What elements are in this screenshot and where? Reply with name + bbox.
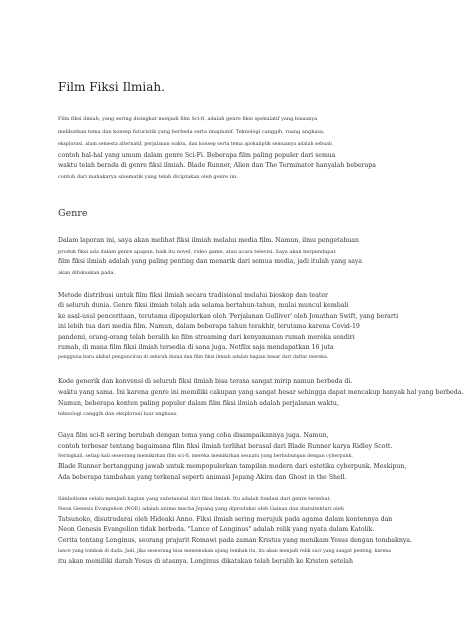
paragraph-3	[58, 377, 470, 420]
document-title: Film Fiksi Ilmiah.	[58, 80, 165, 94]
text-line: Gaya film sci-fi sering berubah dengan tema yang coba disampaikannya juga. Namun,	[58, 432, 329, 439]
text-line: contoh terbesar tentang bagaimana film fiksi ilmiah terlihat berasal dari Blade Runner karya Ridley Scott.	[58, 442, 393, 450]
text-line: contoh hal-hal yang umum dalam genre Sci-Fi. Beberapa film paling populer dari semua	[58, 151, 336, 159]
text-line: Tatsunoko, disutradarai oleh Hideaki Anno. Fiksi ilmiah sering merujuk pada agama dalam kontennya dan	[58, 515, 393, 523]
section-heading-genre: Genre	[58, 208, 88, 219]
text-line: Namun, beberapa konten paling populer dalam film fiksi ilmiah adalah perjalanan waktu,	[58, 399, 339, 407]
text-line: Neon Genesis Evangelion (NGE) adalah anime mecha Jepang yang diproduksi oleh Gainax dan diarsitekturi oleh	[58, 506, 344, 513]
intro-paragraph	[58, 113, 470, 182]
text-line: Simbolisme selalu menjadi bagian yang substansial dari fiksi ilmiah. Itu adalah fondasi dari genre tersebut.	[58, 496, 332, 502]
text-line: akan difokuskan pada.	[58, 269, 116, 276]
paragraph-2	[58, 291, 470, 363]
text-line: produk fiksi ada dalam genre apapun, baik itu novel, video game, atau acara televisi. Saya akan berpendapat	[58, 248, 336, 255]
paragraph-1	[58, 236, 470, 278]
text-line: Ada beberapa tambahan yang terkenal seperti animasi Jepang Akira dan Ghost in the Shell.	[58, 473, 347, 481]
text-line: Film fiksi ilmiah, yang sering disingkat menjadi film Sci-fi, adalah genre fiksi spekulatif yang biasanya	[58, 116, 318, 122]
text-line: ini lebih tua dari media film. Namun, dalam beberapa tahun terakhir, terutama karena Covid-19	[58, 323, 360, 331]
text-line: eksplorasi, alam semesta alternatif, perjalanan waktu, dan konsep serta tema apokaliptik semuanya adalah sebuah	[58, 142, 332, 147]
text-line: Neon Genesis Evangelion tidak berbeda. "Lance of Longinus" adalah relik yang nyata dalam Katolik.	[58, 526, 375, 534]
text-line: waktu yang sama. Ini karena genre ini memiliki cakupan yang sangat besar sehingga dapat mencakup banyak hal yang berbeda.	[58, 388, 464, 396]
text-line: rumah, di mana film fiksi ilmiah tersedia di sana juga. Netflix saja mendapatkan 16 juta	[58, 344, 334, 352]
text-line: pengguna baru akibat pengunciran di seluruh dunia dan film fiksi ilmiah adalah bagian besar dari daftar mereka.	[58, 355, 329, 361]
text-line: lance yang tombak di dada. Jadi, jika seseorang bisa menemukan ujung tombak itu, itu akan menjadi relik suci yang sangat penting, karena	[58, 548, 392, 554]
text-line: di seluruh dunia. Genre fiksi ilmiah telah ada selama bertahun-tahun, mulai muncul kembali	[58, 302, 349, 310]
text-line: pandemi, orang-orang telah beralih ke film streaming dari kenyamanan rumah mereka sendiri	[58, 333, 355, 341]
text-line: Cerita tentang Longinus, seorang prajurit Romawi pada zaman Kristus yang menikam Yesus dengan tombaknya.	[58, 537, 413, 544]
paragraph-4	[58, 431, 470, 483]
text-line: film fiksi ilmiah adalah yang paling penting dan menarik dari semua media, jadi itulah yang saya	[58, 258, 363, 266]
text-line: Seringkali, setiap kali seseorang memikirkan film sci-fi, mereka memikirkan sesuatu yang berhubungan dengan cyberpunk.	[58, 454, 353, 460]
paragraph-5	[58, 494, 470, 567]
text-line: Metode distribusi untuk film fiksi ilmiah secara tradisional melalui bioskop dan teater	[58, 292, 329, 299]
text-line: Dalam laporan ini, saya akan melihat fiksi ilmiah melalui media film. Namun, ilmu pengetahuan	[58, 237, 359, 244]
text-line: waktu telah berada di genre fiksi ilmiah. Blade Runner, Alien dan The Terminator hanyalah beberapa	[58, 162, 376, 170]
text-line: Blade Runner bertanggung jawab untuk mempopulerkan tampilan modern dari estetika cyberpunk. Meskipun,	[58, 463, 407, 471]
text-line: ke asal-usul penceritaan, terutama dipopulerkan oleh 'Perjalanan Gulliver' oleh Jonathan Swift, yang berarti	[58, 312, 399, 320]
text-line: melibatkan tema dan konsep futuristik yang berbeda serta imajinatif. Teknologi canggih, ruang angkasa,	[58, 129, 325, 136]
text-line: teknologi canggih dan eksplorasi luar angkasa.	[58, 411, 178, 418]
text-line: Kode generik dan konvensi di seluruh fiksi ilmiah bisa terasa sangat mirip namun berbeda di.	[58, 378, 353, 385]
text-line: itu akan memiliki darah Yesus di atasnya. Longinus dikatakan telah beralih ke Kristen setelah	[58, 557, 353, 565]
text-line: contoh dari mahakarya sinematik yang telah diciptakan oleh genre ini.	[58, 173, 238, 180]
